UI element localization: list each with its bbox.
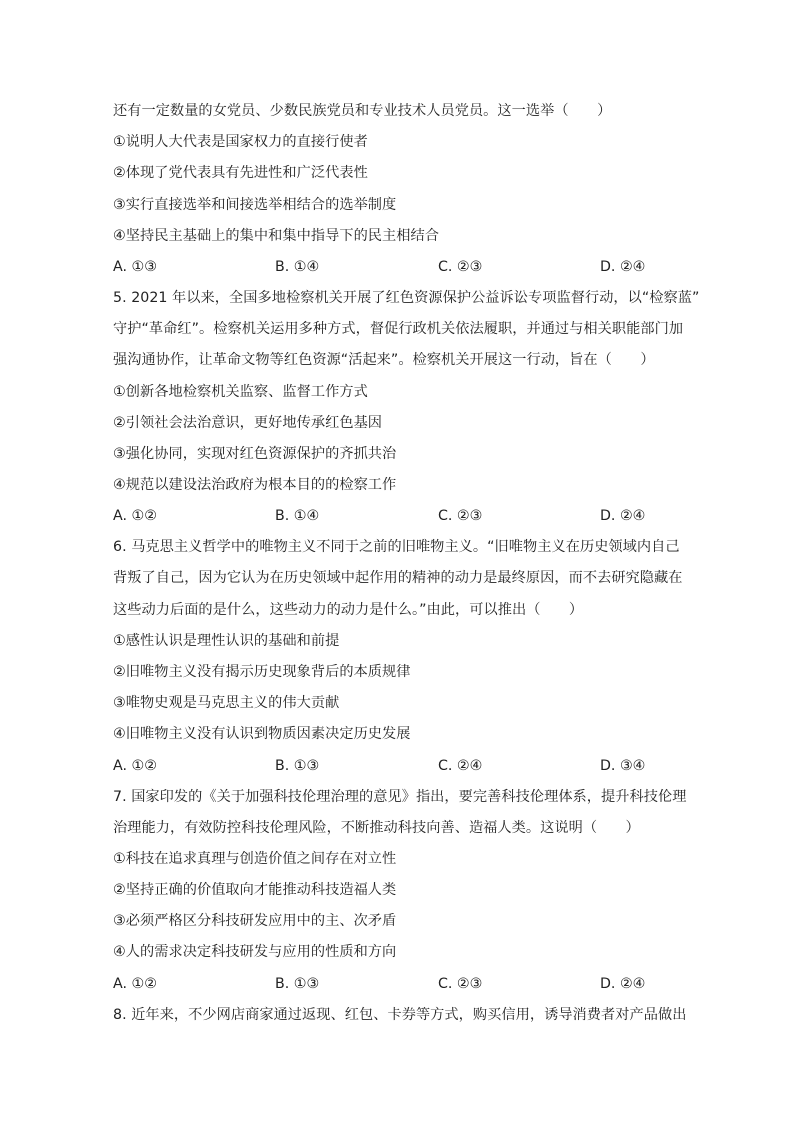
- q4-stem-tail: 还有一定数量的女党员、少数民族党员和专业技术人员党员。这一选举（ ）: [113, 103, 612, 119]
- q6-option-c: C. ②④: [438, 758, 483, 774]
- q6-stem-line-1: 6. 马克思主义哲学中的唯物主义不同于之前的旧唯物主义。“旧唯物主义在历史领域内自己: [113, 539, 680, 555]
- q6-stem-line-3: 这些动力后面的是什么，这些动力的动力是什么。”由此，可以推出（ ）: [113, 602, 584, 618]
- q6-option-b: B. ①③: [275, 758, 320, 774]
- q4-option-b: B. ①④: [275, 259, 320, 275]
- q4-item-3: ③实行直接选举和间接选举相结合的选举制度: [113, 197, 397, 213]
- q5-item-1: ①创新各地检察机关监察、监督工作方式: [113, 384, 368, 400]
- q6-option-a: A. ①②: [113, 758, 157, 774]
- q7-item-2: ②坚持正确的价值取向才能推动科技造福人类: [113, 882, 397, 898]
- q5-option-b: B. ①④: [275, 508, 320, 524]
- q6-item-1: ①感性认识是理性认识的基础和前提: [113, 633, 340, 649]
- q4-option-d: D. ②④: [600, 259, 646, 275]
- q4-option-c: C. ②③: [438, 259, 483, 275]
- q5-stem-line-2: 守护“革命红”。检察机关运用多种方式，督促行政机关依法履职，并通过与相关职能部门加: [113, 321, 684, 337]
- q6-item-4: ④旧唯物主义没有认识到物质因素决定历史发展: [113, 726, 411, 742]
- q5-option-a: A. ①②: [113, 508, 157, 524]
- q4-option-a: A. ①③: [113, 259, 157, 275]
- q5-stem-line-3: 强沟通协作，让革命文物等红色资源“活起来”。检察机关开展这一行动，旨在（ ）: [113, 352, 655, 368]
- q5-option-d: D. ②④: [600, 508, 646, 524]
- q5-item-3: ③强化协同，实现对红色资源保护的齐抓共治: [113, 446, 397, 462]
- q7-options: [113, 974, 683, 994]
- q7-option-d: D. ②④: [600, 976, 646, 992]
- q7-item-3: ③必须严格区分科技研发应用中的主、次矛盾: [113, 913, 397, 929]
- q6-stem-line-2: 背叛了自己，因为它认为在历史领域中起作用的精神的动力是最终原因，而不去研究隐藏在: [113, 570, 683, 586]
- q6-option-d: D. ③④: [600, 758, 646, 774]
- q7-option-b: B. ①③: [275, 976, 320, 992]
- q5-item-4: ④规范以建设法治政府为根本目的的检察工作: [113, 477, 397, 493]
- q5-item-2: ②引领社会法治意识，更好地传承红色基因: [113, 415, 383, 431]
- q6-item-3: ③唯物史观是马克思主义的伟大贡献: [113, 695, 340, 711]
- q4-item-2: ②体现了党代表具有先进性和广泛代表性: [113, 165, 368, 181]
- q4-item-1: ①说明人大代表是国家权力的直接行使者: [113, 134, 368, 150]
- q5-stem-line-1: 5. 2021 年以来，全国多地检察机关开展了红色资源保护公益诉讼专项监督行动，以“检察蓝”: [113, 290, 700, 306]
- q5-option-c: C. ②③: [438, 508, 483, 524]
- q7-item-1: ①科技在追求真理与创造价值之间存在对立性: [113, 851, 397, 867]
- q7-stem-line-2: 治理能力，有效防控科技伦理风险，不断推动科技向善、造福人类。这说明（ ）: [113, 820, 640, 836]
- q5-options: [113, 506, 683, 526]
- q4-options: [113, 257, 683, 277]
- q7-stem-line-1: 7. 国家印发的《关于加强科技伦理治理的意见》指出，要完善科技伦理体系，提升科技伦理: [113, 789, 687, 805]
- q8-stem-line-1: 8. 近年来，不少网店商家通过返现、红包、卡券等方式，购买信用，诱导消费者对产品做出: [113, 1007, 687, 1023]
- q7-item-4: ④人的需求决定科技研发与应用的性质和方向: [113, 944, 397, 960]
- q7-option-a: A. ①②: [113, 976, 157, 992]
- q4-item-4: ④坚持民主基础上的集中和集中指导下的民主相结合: [113, 228, 439, 244]
- q6-item-2: ②旧唯物主义没有揭示历史现象背后的本质规律: [113, 664, 411, 680]
- q7-option-c: C. ②③: [438, 976, 483, 992]
- q6-options: [113, 756, 683, 776]
